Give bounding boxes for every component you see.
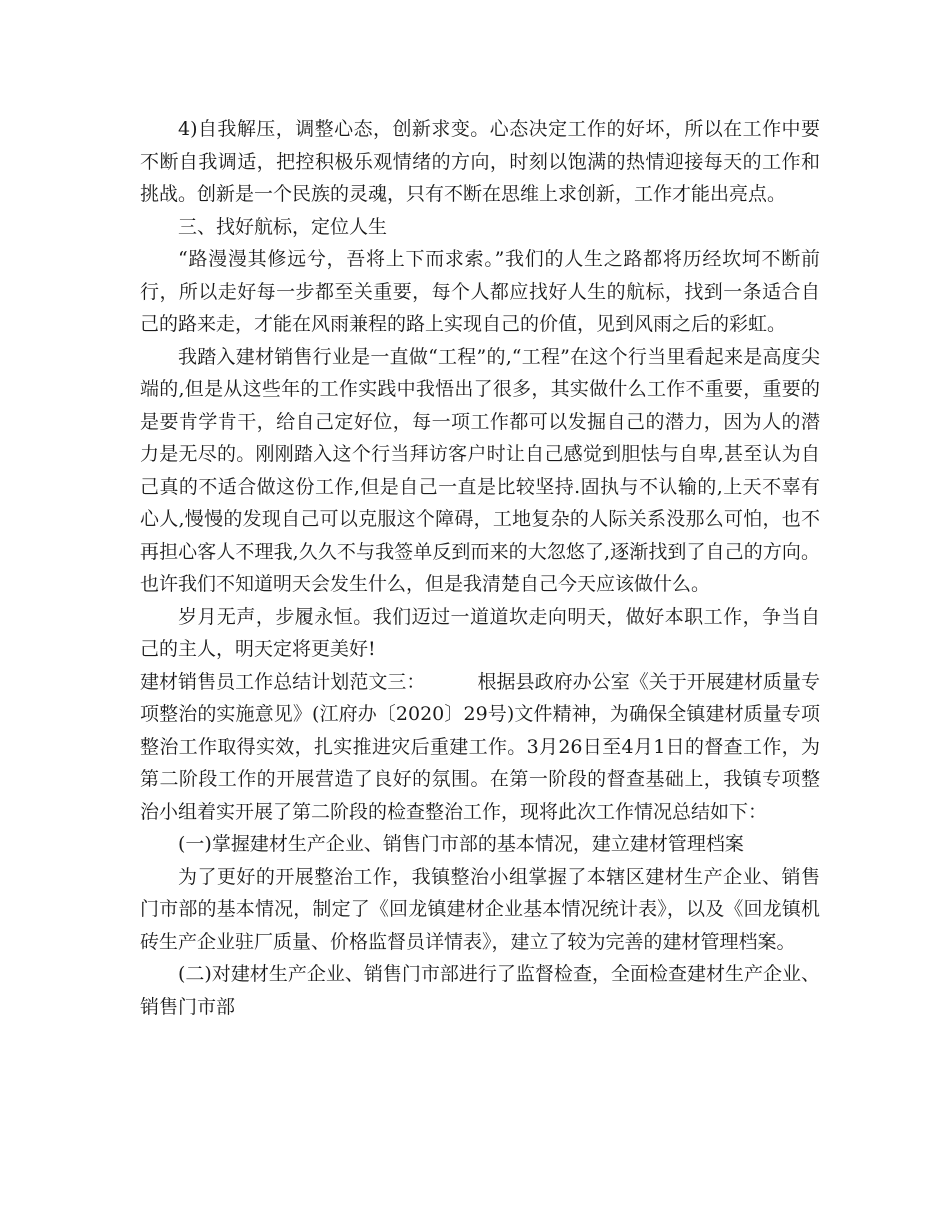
paragraph-sample-three [140,666,820,829]
paragraph-sales-experience: 我踏入建材销售行业是一直做“工程”的,“工程”在这个行当里看起来是高度尖端的,但是从这些年的工作实践中我悟出了很多，其实做什么工作不重要，重要的是要肯学肯干，给自己定好位，每一项工作都可以发掘自己的潜力，因为人的潜力是无尽的。刚刚踏入这个行当拜访客户时让自己感觉到胆怯与自卑,甚至认为自己真的不适合做这份工作,但是自己一直是比较坚持.固执与不认输的,上天不辜有心人,慢慢的发现自己可以克服这个障碍，工地复杂的人际关系没那么可怕，也不再担心客人不理我,久久不与我签单反到而来的大忽悠了,逐渐找到了自己的方向。也许我们不知道明天会发生什么，但是我清楚自己今天应该做什么。 [140,345,820,595]
section-heading-find-beacon: 三、找好航标，定位人生 [178,215,388,238]
subsection-heading-two: (二)对建材生产企业、销售门市部进行了监督检查，全面检查建材生产企业、销售门市部 [140,963,820,1018]
paragraph-closing: 岁月无声，步履永恒。我们迈过一道道坎走向明天，做好本职工作，争当自己的主人，明天定将更美好! [140,605,820,660]
paragraph-life-path: “路漫漫其修远兮，吾将上下而求索。”我们的人生之路都将历经坎坷不断前行，所以走好每一步都至关重要，每个人都应找好人生的航标，找到一条适合自己的路来走，才能在风雨兼程的路上实现自己的价值，见到风雨之后的彩虹。 [140,248,820,335]
paragraph-self-relief: 4)自我解压，调整心态，创新求变。心态决定工作的好坏，所以在工作中要不断自我调适，把控积极乐观情绪的方向，时刻以饱满的热情迎接每天的工作和挑战。创新是一个民族的灵魂，只有不断在思维上求创新，工作才能出亮点。 [140,118,820,205]
subsection-heading-one: (一)掌握建材生产企业、销售门市部的基本情况，建立建材管理档案 [178,833,744,855]
document-body [140,113,820,1023]
paragraph-archive: 为了更好的开展整治工作，我镇整治小组掌握了本辖区建材生产企业、销售门市部的基本情况，制定了《回龙镇建材企业基本情况统计表》，以及《回龙镇机砖生产企业驻厂质量、价格监督员详情表》，建立了较为完善的建材管理档案。 [140,865,820,953]
sample-three-text: 根据县政府办公室《关于开展建材质量专项整治的实施意见》(江府办〔2020〕29号)文件精神，为确保全镇建材质量专项整治工作取得实效，扎实推进灾后重建工作。3月26日至4月1日的督查工作，为第二阶段工作的开展营造了良好的氛围。在第一阶段的督查基础上，我镇专项整治小组着实开展了第二阶段的检查整治工作，现将此次工作情况总结如下： [140,670,820,823]
sample-three-heading: 建材销售员工作总结计划范文三： [140,670,426,693]
